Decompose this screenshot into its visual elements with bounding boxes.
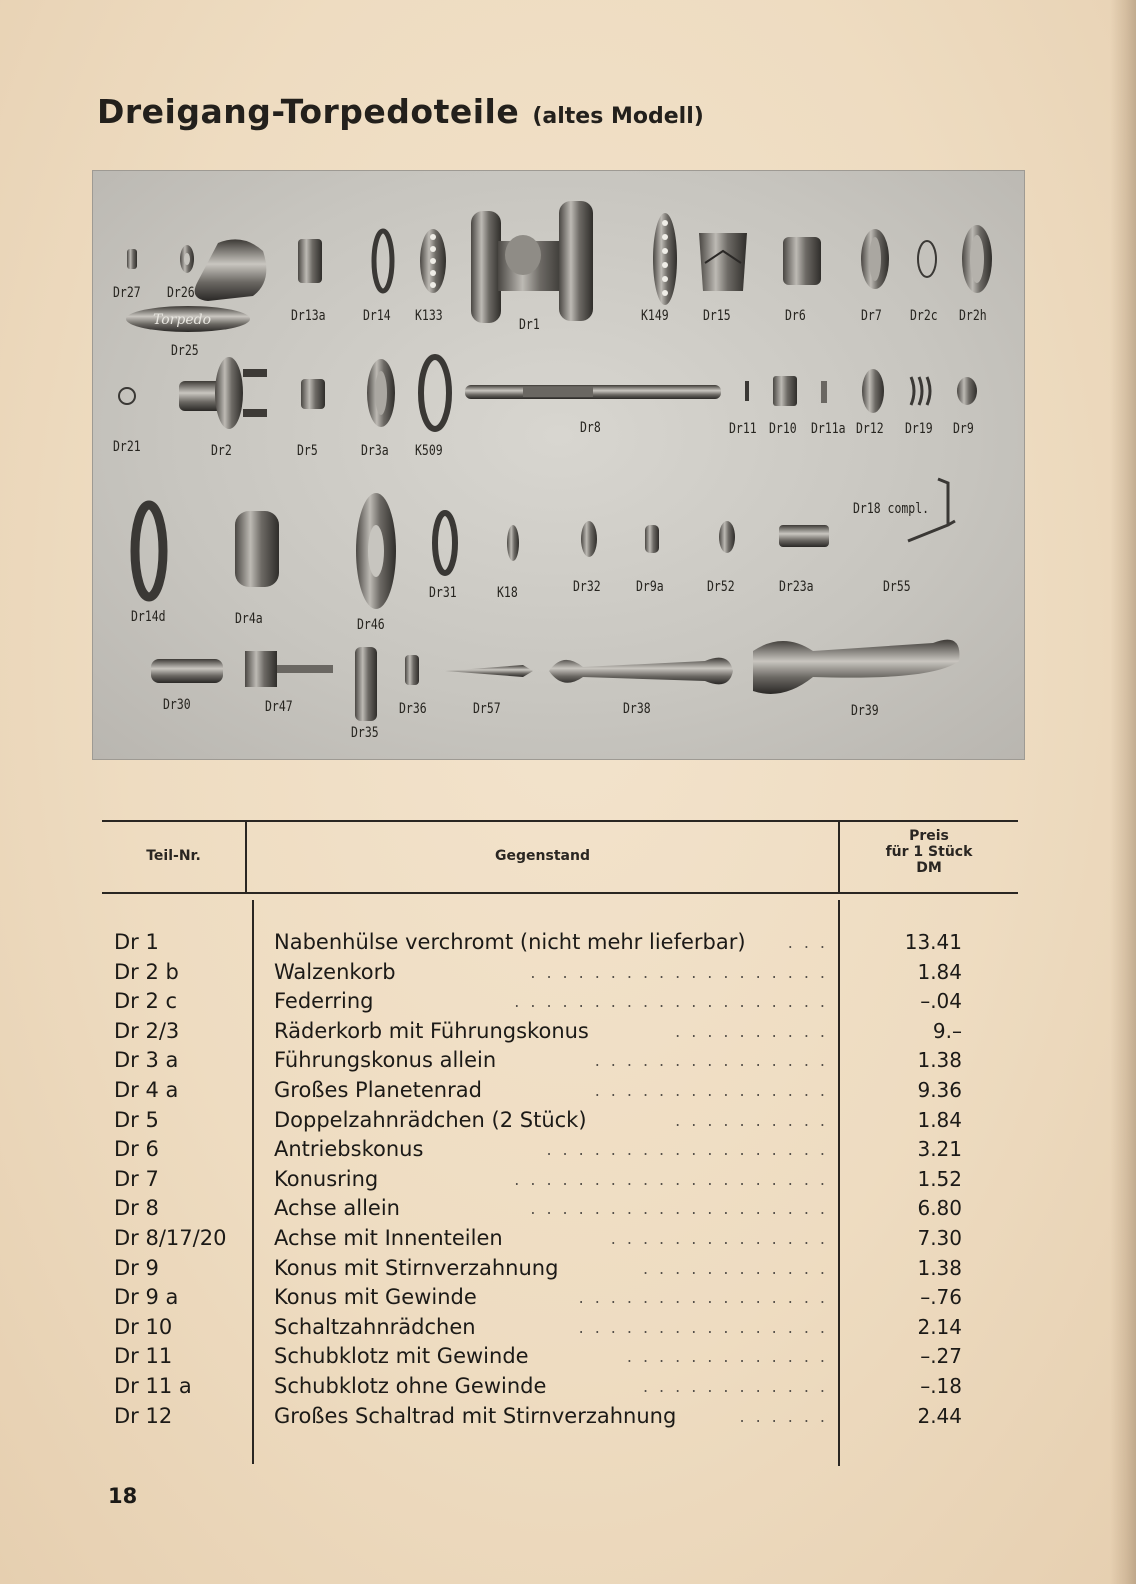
dot-leader: ............. bbox=[626, 1347, 836, 1367]
description-text: Schubklotz mit Gewinde bbox=[274, 1344, 529, 1369]
dot-leader: ...... bbox=[739, 1406, 836, 1426]
label-dr14d: Dr14d bbox=[131, 609, 166, 625]
part-number: Dr 8/17/20 bbox=[114, 1225, 227, 1250]
part-description bbox=[274, 1106, 836, 1136]
table-row bbox=[102, 1165, 1018, 1195]
table-row bbox=[102, 1135, 1018, 1165]
dot-leader: ................ bbox=[578, 1288, 836, 1308]
part-dr14 bbox=[374, 231, 392, 291]
part-number: Dr 2 b bbox=[114, 959, 179, 984]
part-k133 bbox=[420, 229, 446, 293]
label-dr57: Dr57 bbox=[473, 701, 501, 717]
label-dr38: Dr38 bbox=[623, 701, 651, 717]
label-dr11a: Dr11a bbox=[811, 421, 846, 437]
part-dr38 bbox=[549, 658, 733, 685]
label-dr10: Dr10 bbox=[769, 421, 797, 437]
part-description bbox=[274, 958, 836, 988]
dot-leader: .................... bbox=[514, 992, 836, 1012]
label-dr27: Dr27 bbox=[113, 285, 141, 301]
label-dr13a: Dr13a bbox=[291, 308, 326, 324]
part-dr25 bbox=[126, 239, 266, 332]
table-row bbox=[102, 1402, 1018, 1432]
label-dr46: Dr46 bbox=[357, 617, 385, 633]
part-price: –.27 bbox=[920, 1344, 962, 1369]
description-text: Federring bbox=[274, 989, 374, 1014]
part-price: 1.52 bbox=[917, 1166, 962, 1191]
dot-leader: ............... bbox=[594, 1051, 836, 1071]
part-price: 7.30 bbox=[917, 1225, 962, 1250]
part-dr46 bbox=[356, 493, 396, 609]
label-dr32: Dr32 bbox=[573, 579, 601, 595]
part-number: Dr 8 bbox=[114, 1196, 159, 1221]
header-preis-line3: DM bbox=[916, 860, 942, 876]
description-text: Konusring bbox=[274, 1166, 379, 1191]
label-dr5: Dr5 bbox=[297, 443, 318, 459]
part-price: –.76 bbox=[920, 1285, 962, 1310]
label-dr2: Dr2 bbox=[211, 443, 232, 459]
label-dr2c: Dr2c bbox=[910, 308, 938, 324]
part-dr3a bbox=[367, 359, 395, 427]
part-number: Dr 3 a bbox=[114, 1048, 179, 1073]
part-dr47 bbox=[245, 651, 333, 687]
description-text: Räderkorb mit Führungskonus bbox=[274, 1018, 589, 1043]
part-description bbox=[274, 1283, 836, 1313]
label-dr18-compl: Dr18 compl. bbox=[853, 501, 930, 517]
label-k133: K133 bbox=[415, 308, 443, 324]
part-description bbox=[274, 1342, 836, 1372]
part-number: Dr 9 bbox=[114, 1255, 159, 1280]
part-description bbox=[274, 928, 836, 958]
label-dr25: Dr25 bbox=[171, 343, 199, 359]
description-text: Konus mit Gewinde bbox=[274, 1285, 477, 1310]
dot-leader: .......... bbox=[675, 1110, 836, 1130]
label-dr36: Dr36 bbox=[399, 701, 427, 717]
part-description bbox=[274, 1076, 836, 1106]
description-text: Antriebskonus bbox=[274, 1137, 424, 1162]
part-dr2h bbox=[962, 225, 992, 293]
part-description bbox=[274, 1017, 836, 1047]
label-dr39: Dr39 bbox=[851, 703, 879, 719]
table-row bbox=[102, 1372, 1018, 1402]
part-description bbox=[274, 1224, 836, 1254]
description-text: Achse mit Innenteilen bbox=[274, 1225, 503, 1250]
part-dr5 bbox=[301, 379, 325, 409]
part-price: 1.38 bbox=[917, 1048, 962, 1073]
label-dr19: Dr19 bbox=[905, 421, 933, 437]
price-table bbox=[102, 816, 1018, 1466]
part-description bbox=[274, 1313, 836, 1343]
part-dr11 bbox=[745, 381, 749, 401]
parts-illustration bbox=[93, 171, 1024, 759]
dot-leader: ............ bbox=[642, 1376, 836, 1396]
table-row bbox=[102, 1194, 1018, 1224]
description-text: Schaltzahnrädchen bbox=[274, 1314, 476, 1339]
part-number: Dr 1 bbox=[114, 930, 159, 954]
part-dr26 bbox=[180, 245, 194, 273]
part-price: 2.14 bbox=[917, 1314, 962, 1339]
header-preis bbox=[840, 828, 1018, 876]
dot-leader: .......... bbox=[675, 1021, 836, 1041]
label-k509: K509 bbox=[415, 443, 443, 459]
table-row bbox=[102, 1017, 1018, 1047]
part-number: Dr 9 a bbox=[114, 1285, 179, 1310]
part-dr1 bbox=[471, 201, 593, 323]
table-row bbox=[102, 928, 1018, 958]
part-dr36 bbox=[405, 655, 419, 685]
label-dr7: Dr7 bbox=[861, 308, 882, 324]
description-text: Führungskonus allein bbox=[274, 1048, 497, 1073]
page-number: 18 bbox=[108, 1484, 138, 1508]
label-dr52: Dr52 bbox=[707, 579, 735, 595]
part-k18 bbox=[507, 525, 519, 561]
part-description bbox=[274, 987, 836, 1017]
dot-leader: .............. bbox=[610, 1228, 836, 1248]
label-dr9a: Dr9a bbox=[636, 579, 664, 595]
part-price: 1.84 bbox=[917, 959, 962, 984]
part-dr6 bbox=[783, 237, 821, 285]
part-dr9a bbox=[645, 525, 659, 553]
label-dr55: Dr55 bbox=[883, 579, 911, 595]
dot-leader: ................... bbox=[530, 962, 836, 982]
table-row bbox=[102, 1076, 1018, 1106]
label-dr21: Dr21 bbox=[113, 439, 141, 455]
label-dr2h: Dr2h bbox=[959, 308, 987, 324]
part-k509 bbox=[421, 357, 449, 429]
table-body bbox=[102, 928, 1018, 1431]
label-dr35: Dr35 bbox=[351, 725, 379, 741]
part-dr30 bbox=[151, 659, 223, 683]
dot-leader: .................... bbox=[514, 1169, 836, 1189]
part-dr9 bbox=[957, 377, 977, 405]
part-k149 bbox=[653, 213, 677, 305]
label-dr14: Dr14 bbox=[363, 308, 391, 324]
dot-leader: ............... bbox=[594, 1080, 836, 1100]
part-number: Dr 2/3 bbox=[114, 1018, 180, 1043]
part-dr8 bbox=[465, 385, 721, 399]
header-teil-nr: Teil-Nr. bbox=[146, 848, 201, 864]
table-header-rule bbox=[102, 892, 1018, 894]
part-dr21 bbox=[119, 388, 135, 404]
dot-leader: .................. bbox=[546, 1140, 836, 1160]
label-dr26: Dr26 bbox=[167, 285, 195, 301]
part-number: Dr 2 c bbox=[114, 989, 178, 1014]
table-row bbox=[102, 1224, 1018, 1254]
part-price: –.04 bbox=[920, 989, 962, 1014]
part-dr15 bbox=[699, 233, 747, 291]
part-dr2 bbox=[179, 357, 267, 429]
part-dr32 bbox=[581, 521, 597, 557]
table-row bbox=[102, 987, 1018, 1017]
label-dr12: Dr12 bbox=[856, 421, 884, 437]
part-dr2c bbox=[918, 241, 936, 277]
label-dr1: Dr1 bbox=[519, 317, 540, 333]
part-dr35 bbox=[355, 647, 377, 721]
label-dr8: Dr8 bbox=[580, 420, 601, 436]
label-k18: K18 bbox=[497, 585, 518, 601]
label-dr6: Dr6 bbox=[785, 308, 806, 324]
label-dr30: Dr30 bbox=[163, 697, 191, 713]
part-dr19 bbox=[911, 377, 930, 405]
table-row bbox=[102, 1254, 1018, 1284]
part-price: –.18 bbox=[920, 1373, 962, 1398]
part-dr4a bbox=[235, 511, 279, 587]
part-price: 1.38 bbox=[917, 1255, 962, 1280]
page-title bbox=[97, 92, 704, 131]
description-text: Achse allein bbox=[274, 1196, 400, 1221]
header-gegenstand: Gegenstand bbox=[495, 848, 590, 864]
label-dr11: Dr11 bbox=[729, 421, 757, 437]
description-text: Walzenkorb bbox=[274, 959, 396, 984]
part-dr11a bbox=[821, 381, 827, 403]
description-text: Konus mit Stirnverzahnung bbox=[274, 1255, 559, 1280]
table-row bbox=[102, 1313, 1018, 1343]
label-dr3a: Dr3a bbox=[361, 443, 389, 459]
dot-leader: ............ bbox=[642, 1258, 836, 1278]
part-number: Dr 10 bbox=[114, 1314, 173, 1339]
label-dr4a: Dr4a bbox=[235, 611, 263, 627]
part-number: Dr 11 bbox=[114, 1344, 173, 1369]
label-dr9: Dr9 bbox=[953, 421, 974, 437]
part-dr7 bbox=[861, 229, 889, 289]
part-dr52 bbox=[719, 521, 735, 553]
part-price: 6.80 bbox=[917, 1196, 962, 1221]
emblem-text: Torpedo bbox=[153, 312, 212, 328]
part-number: Dr 5 bbox=[114, 1107, 159, 1132]
dot-leader: ................... bbox=[530, 1199, 836, 1219]
description-text: Großes Schaltrad mit Stirnverzahnung bbox=[274, 1403, 677, 1428]
part-price: 1.84 bbox=[917, 1107, 962, 1132]
part-description bbox=[274, 1372, 836, 1402]
part-price: 9.– bbox=[932, 1018, 962, 1043]
title-main: Dreigang-Torpedoteile bbox=[97, 92, 520, 131]
table-row bbox=[102, 1283, 1018, 1313]
label-dr31: Dr31 bbox=[429, 585, 457, 601]
description-text: Schubklotz ohne Gewinde bbox=[274, 1373, 547, 1398]
part-price: 13.41 bbox=[904, 930, 962, 954]
part-number: Dr 7 bbox=[114, 1166, 159, 1191]
table-row bbox=[102, 1342, 1018, 1372]
part-price: 2.44 bbox=[917, 1403, 962, 1428]
part-number: Dr 4 a bbox=[114, 1077, 179, 1102]
part-description bbox=[274, 1254, 836, 1284]
part-number: Dr 12 bbox=[114, 1403, 173, 1428]
part-dr14d bbox=[135, 505, 163, 597]
part-description bbox=[274, 1165, 836, 1195]
part-dr57 bbox=[445, 665, 533, 677]
part-dr10 bbox=[773, 376, 797, 406]
label-dr15: Dr15 bbox=[703, 308, 731, 324]
description-text: Doppelzahnrädchen (2 Stück) bbox=[274, 1107, 587, 1132]
part-price: 3.21 bbox=[917, 1137, 962, 1162]
title-subtitle: (altes Modell) bbox=[532, 104, 704, 129]
part-dr12 bbox=[862, 369, 884, 413]
part-dr13a bbox=[298, 239, 322, 283]
table-row bbox=[102, 1106, 1018, 1136]
table-row bbox=[102, 958, 1018, 988]
part-dr27 bbox=[127, 249, 137, 269]
part-description bbox=[274, 1046, 836, 1076]
dot-leader: ... bbox=[787, 933, 836, 952]
part-number: Dr 6 bbox=[114, 1137, 159, 1162]
part-dr39 bbox=[753, 640, 959, 694]
label-dr23a: Dr23a bbox=[779, 579, 814, 595]
description-text: Nabenhülse verchromt (nicht mehr lieferbar) bbox=[274, 930, 746, 954]
page-fold-shadow bbox=[1110, 0, 1136, 1584]
label-k149: K149 bbox=[641, 308, 669, 324]
part-dr23a bbox=[779, 525, 829, 547]
header-preis-line1: Preis bbox=[909, 828, 949, 844]
dot-leader: ................ bbox=[578, 1317, 836, 1337]
table-top-rule bbox=[102, 820, 1018, 822]
table-row bbox=[102, 1046, 1018, 1076]
header-preis-line2: für 1 Stück bbox=[885, 844, 973, 860]
parts-photo bbox=[92, 170, 1025, 760]
part-description bbox=[274, 1402, 836, 1432]
part-number: Dr 11 a bbox=[114, 1373, 192, 1398]
part-description bbox=[274, 1135, 836, 1165]
part-description bbox=[274, 1194, 836, 1224]
label-dr47: Dr47 bbox=[265, 699, 293, 715]
part-dr31 bbox=[435, 513, 455, 573]
description-text: Großes Planetenrad bbox=[274, 1077, 482, 1102]
part-price: 9.36 bbox=[917, 1077, 962, 1102]
